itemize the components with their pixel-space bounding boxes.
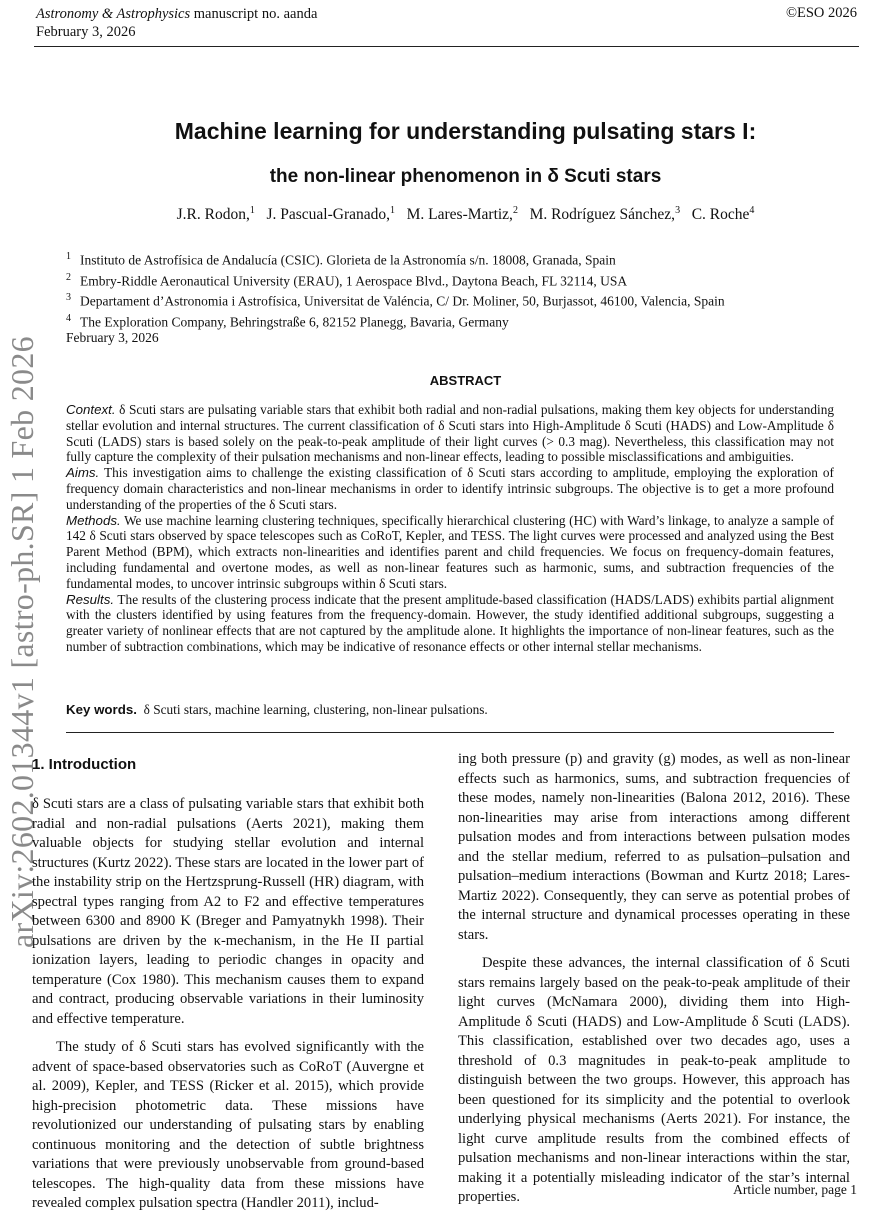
- author: M. Rodríguez Sánchez,$^3$: [529, 205, 681, 224]
- affiliation: $^2$ Embry-Riddle Aeronautical University (ERAU), 1 Aerospace Blvd., Daytona Beach, FL 32114, USA: [66, 271, 628, 288]
- author-list: [60, 205, 871, 224]
- page-footer: Article number, page 1: [733, 1182, 857, 1197]
- affiliation-list: [66, 248, 725, 330]
- running-header: [36, 5, 317, 41]
- affiliation: $^4$ The Exploration Company, Behringstraße 6, 82152 Planegg, Bavaria, Germany: [66, 312, 509, 329]
- arxiv-id: arXiv:2602.01344v1 [astro-ph.SR] 1 Feb 2026: [4, 336, 40, 948]
- copyright: ©ESO 2026: [785, 5, 857, 21]
- paragraph: The study of δ Scuti stars has evolved significantly with the advent of space-based observatories such as CoRoT (Auvergne et al. 2009), Kepler, and TESS (Ricker et al. 2015), which provide high-precision photometric data. These missions have revolutionized our understanding of pulsating stars by enabling continuous monitoring and the detection of subtle brightness variations that were previously unobservable from ground-based telescopes. The high-quality data from these missions have revealed complex pulsation spectra (Handler 2011), includ-: [32, 1039, 424, 1211]
- left-column: [32, 795, 424, 1214]
- affiliation: $^3$ Departament d’Astronomia i Astrofísica, Universitat de Valéncia, C/ Dr. Moliner, 50, Burjassot, 46100, Valencia, Spain: [66, 292, 725, 309]
- abstract-methods: Methods. We use machine learning clustering techniques, specifically hierarchical clustering (HC) with Ward’s linkage, to analyze a sample of 142 δ Scuti stars observed by space telescopes such as CoRoT, Kepler, and TESS. The light curves were processed and analyzed using the Best Parent Method (BPM), which extracts non-linearities and identifies parent and child frequencies. We focus on frequency-domain features, including fundamental and overtone modes, as well as non-linear features such as harmonic, sums, and subtraction frequencies of the fundamental modes, to uncover intrinsic subgroups within δ Scuti stars.: [66, 512, 834, 591]
- abstract-divider: [66, 732, 834, 733]
- manuscript-label: manuscript no. aanda: [190, 6, 318, 22]
- keywords: Key words. δ Scuti stars, machine learning, clustering, non-linear pulsations.: [66, 702, 488, 717]
- author: J. Pascual-Granado,$^1$: [266, 205, 395, 224]
- header-divider: [34, 46, 859, 47]
- abstract-context: Context. δ Scuti stars are pulsating variable stars that exhibit both radial and non-radial pulsations, making them key objects for understanding stellar evolution and internal structures. The current classification of δ Scuti stars into High-Amplitude δ Scuti (HADS) and Low-Amplitude δ Scuti (LADS) stars is based solely on the peak-to-peak amplitude of their light curves (> 0.3 mag). Nevertheless, this classification may not fully capture the complexity of their pulsation mechanisms and non-linear effects, leading to possible misclassifications and ambiguities.: [66, 402, 834, 465]
- abstract-results: Results. The results of the clustering process indicate that the present amplitude-based classification (HADS/LADS) exhibits partial alignment with the clusters identified by using features from the frequency-domain. However, the study identified additional subgroups, suggesting a greater variety of nonlinear effects that are not captured by the amplitude alone. It highlights the importance of non-linear features, such as the number of subtraction combinations, which may be indicative of resonance effects or other internal stellar mechanisms.: [66, 591, 834, 654]
- header-date: February 3, 2026: [36, 24, 136, 40]
- author: M. Lares-Martiz,$^2$: [406, 205, 518, 224]
- paragraph: δ Scuti stars are a class of pulsating variable stars that exhibit both radial and non-radial pulsations (Aerts 2021), making them valuable objects for studying stellar evolution and internal structures (Kurtz 2022). These stars are located in the lower part of the instability strip on the Hertzsprung-Russell (HR) diagram, with spectral types ranging from A2 to F2 and effective temperatures between 6300 and 8900 K (Breger and Pamyatnykh 1998). Their pulsations are driven by the κ-mechanism, in the He II partial ionization layers, leading to periodic changes in opacity and temperature (Cox 1980). This mechanism causes them to expand and contract, producing observable variations in their luminosity and effective temperature.: [32, 796, 424, 1027]
- section-heading: 1. Introduction: [32, 756, 137, 773]
- author: C. Roche$^4$: [691, 205, 755, 224]
- paper-subtitle: the non-linear phenomenon in δ Scuti stars: [269, 166, 662, 187]
- abstract-body: [66, 402, 834, 655]
- paper-title: Machine learning for understanding pulsating stars I:: [174, 118, 757, 144]
- journal-name: Astronomy & Astrophysics: [36, 6, 191, 22]
- abstract-aims: Aims. This investigation aims to challenge the existing classification of δ Scuti stars according to amplitude, employing the exploration of frequency domain characteristics and non-linear mechanisms in order to identify intrinsic subgroups. The objective is to get a more profound understanding of the properties of the δ Scuti stars.: [66, 465, 834, 512]
- paper-date: February 3, 2026: [66, 330, 159, 345]
- abstract-heading: ABSTRACT: [429, 373, 502, 388]
- right-column: [458, 750, 850, 1208]
- paragraph: Despite these advances, the internal classification of δ Scuti stars remains largely based on the peak-to-peak amplitude of their light curves (McNamara 2000), dividing them into High-Amplitude δ Scuti (HADS) and Low-Amplitude δ Scuti (LADS). This classification, established over two decades ago, uses a threshold of 0.3 magnitudes in peak-to-peak amplitude to distinguish between the two groups. However, this approach has been questioned for its simplicity and the potential to overlook underlying physical mechanisms (Aerts 2021). For instance, the light curve amplitude results from the combined effects of pulsation mechanisms and non-linear interactions within the star, making it a potentially misleading indicator of the star’s internal properties.: [458, 955, 850, 1205]
- paragraph: ing both pressure (p) and gravity (g) modes, as well as non-linear effects such as harmonics, sums, and subtraction frequencies of these modes, namely non-linearities (Balona 2012, 2016). These non-linearities may arise from interactions among different pulsation modes and from interactions between pulsation modes and the stellar medium, referred to as pulsation–pulsation and pulsation–medium interactions (Bowman and Kurtz 2018; Lares-Martiz 2022). Consequently, they can serve as potential probes of the internal structure and dynamical processes operating in these stars.: [458, 751, 850, 943]
- author: J.R. Rodon,$^1$: [176, 205, 255, 224]
- affiliation: $^1$ Instituto de Astrofísica de Andalucía (CSIC). Glorieta de la Astronomía s/n. 18008, Granada, Spain: [66, 251, 616, 268]
